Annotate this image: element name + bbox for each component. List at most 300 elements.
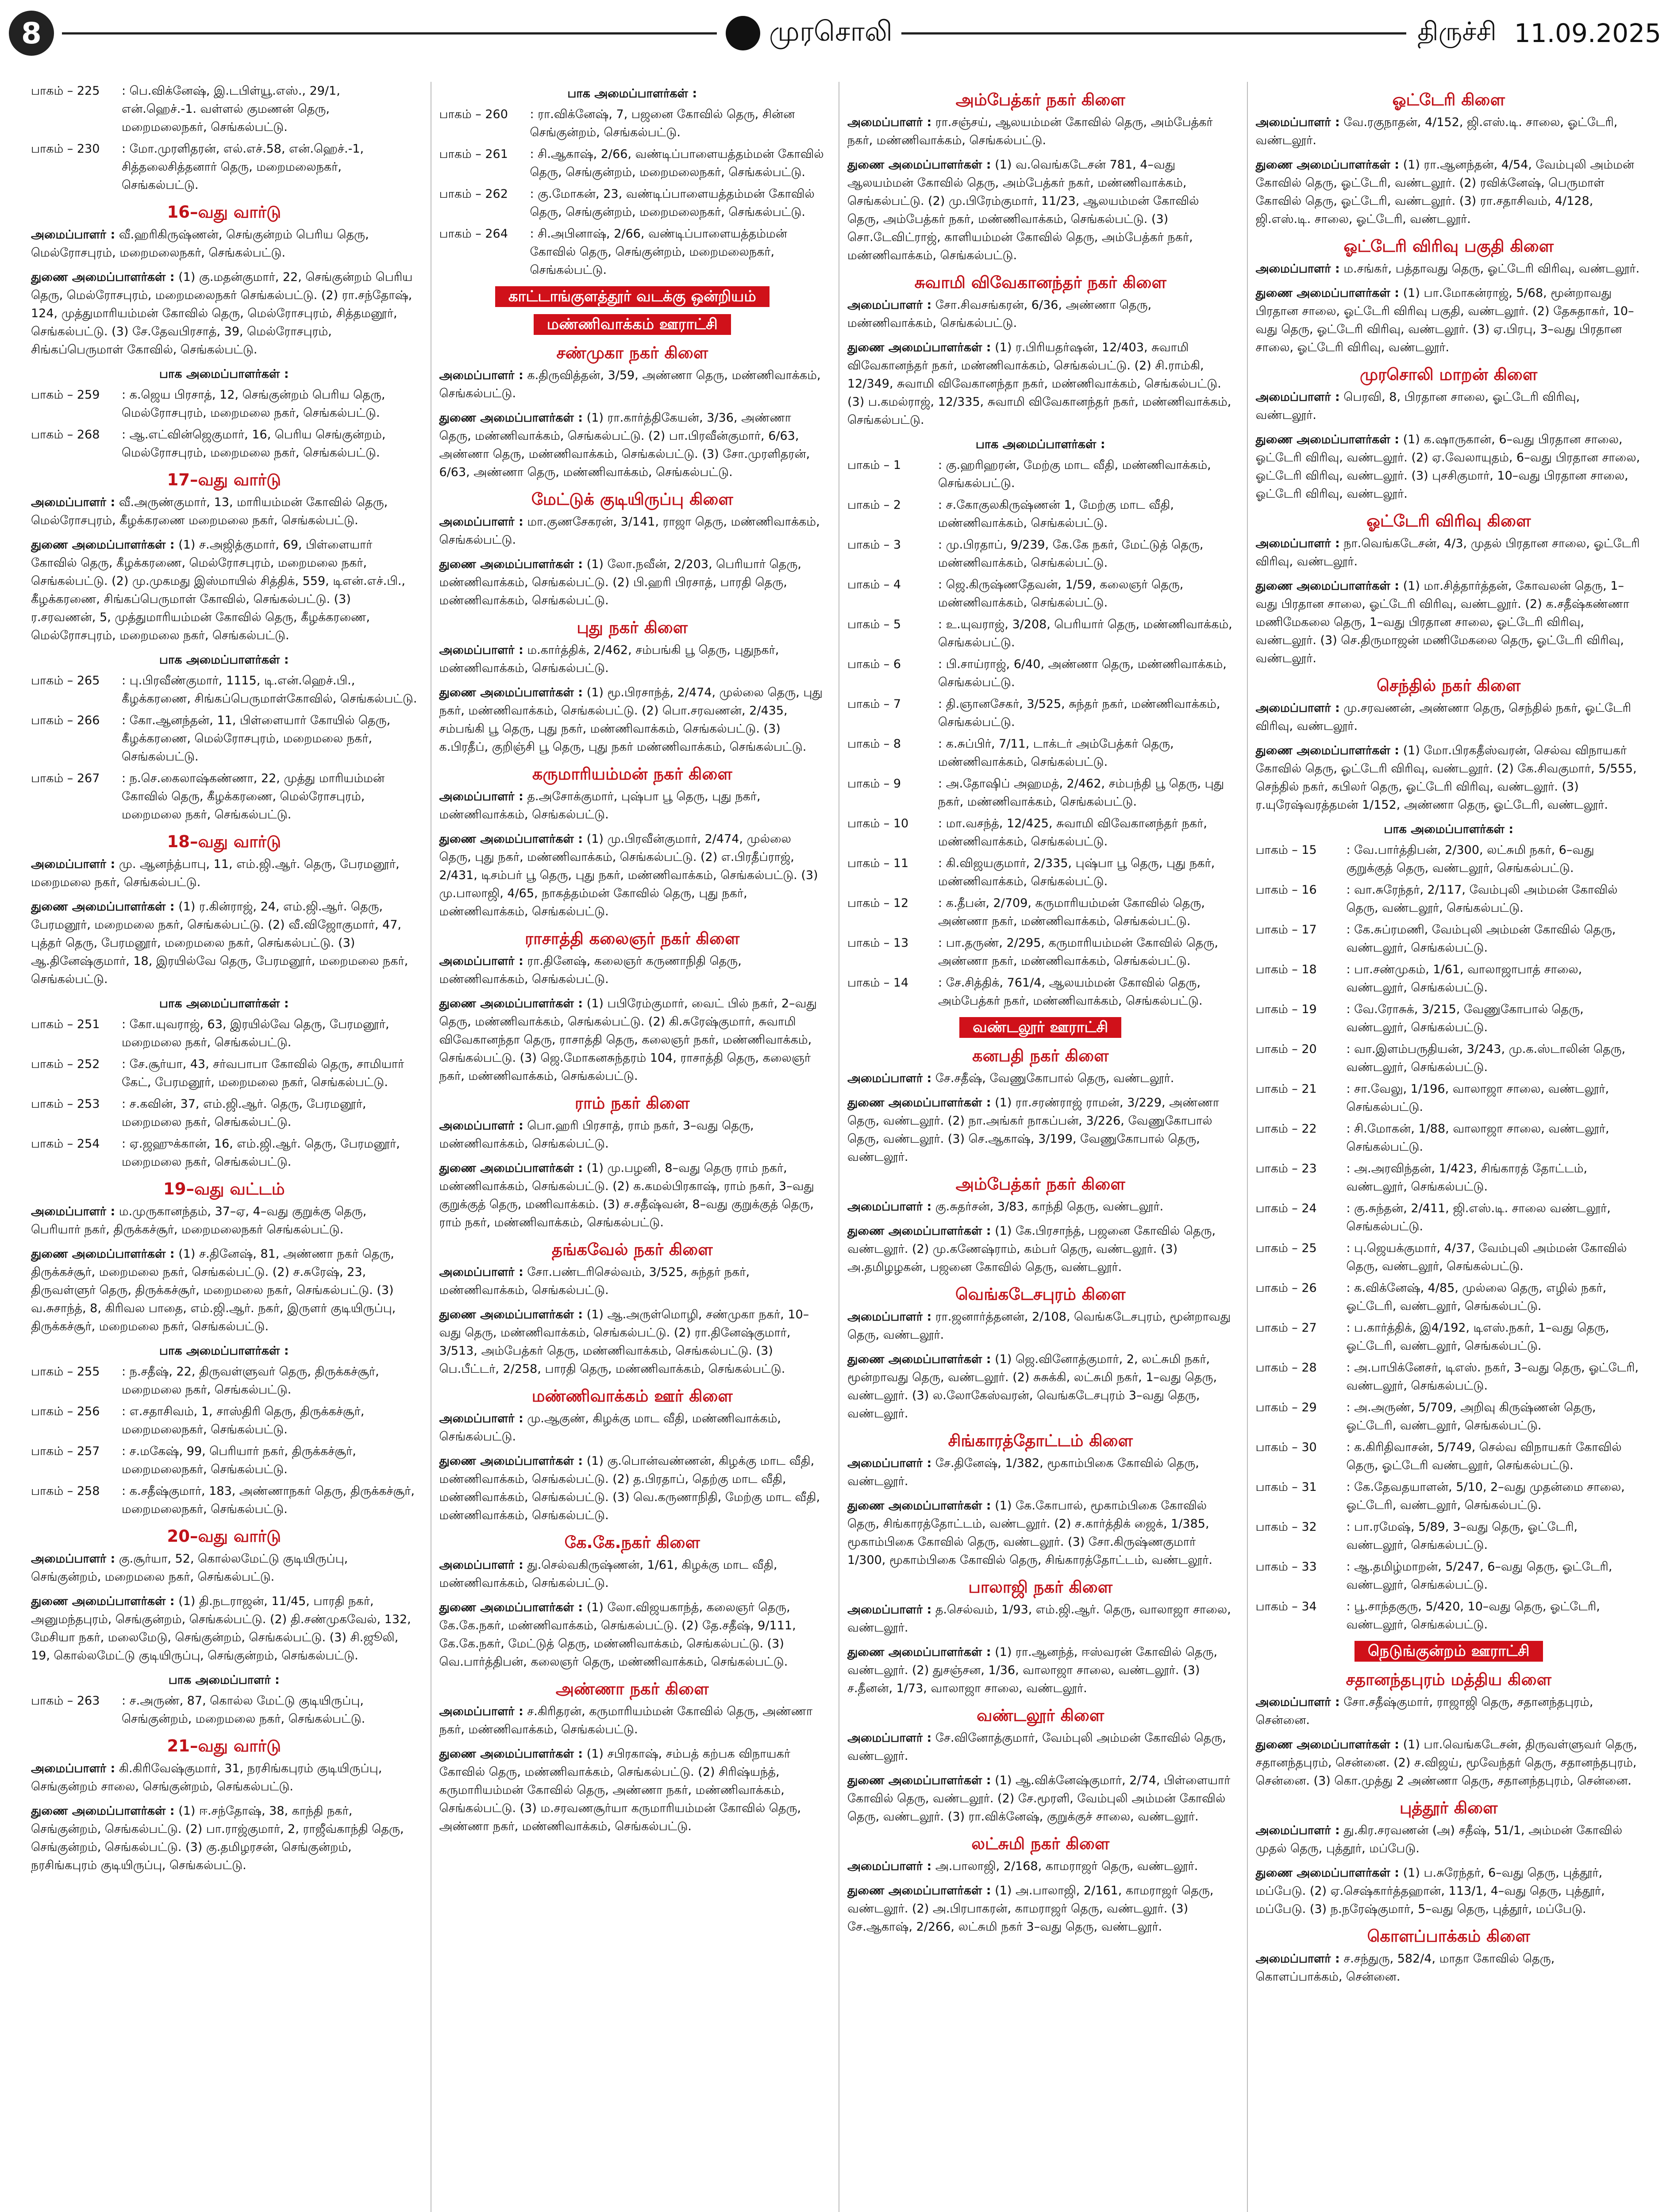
booth-entry [1256, 1438, 1642, 1475]
role-label: துணை அமைப்பாளர்கள் : [847, 1352, 991, 1366]
booth-entry [31, 1402, 417, 1439]
booth-entry [31, 82, 417, 136]
booth-entry [847, 655, 1234, 691]
office-bearer-entry [1256, 699, 1642, 735]
entry-text: (1) ர.கின்ராஜ், 24, எம்.ஜி.ஆர். தெரு, பேரமனூர், மறைமலை நகர், செங்கல்பட்டு. (2) வீ.விஜோகுமார், 47, புத்தர் தெரு, பேரமனூர், மறைமலை நகர், செங்கல்பட்டு. (3) ஆ.தினேஷ்குமார், 18, இரயில்வே தெரு, பேரமனூர், மறைமலை நகர், செங்கல்பட்டு. [31, 900, 408, 986]
entry-text: (1) கே.பிரசாந்த், பஜனை கோவில் தெரு, வண்டலூர். (2) மு.கணேஷ்ராம், கம்பர் தெரு, வண்டலூர். (3) அ.தமிழழகன், பஜனை கோவில் தெரு, வண்டலூர். [847, 1224, 1216, 1274]
booth-number: பாகம் – 3 [847, 538, 901, 552]
office-bearer-entry [1256, 388, 1642, 424]
role-label: அமைப்பாளர் : [1255, 701, 1340, 715]
office-bearer-entry [1256, 1693, 1642, 1729]
booth-details: : ஆ.எட்வின்ஜெகுமார், 16, பெரிய செங்குன்றம், மெல்ரோசபுரம், மறைமலை நகர், செங்கல்பட்டு. [122, 428, 386, 460]
entry-text: (1) கு.மதன்குமார், 22, செங்குன்றம் பெரிய தெரு, மெல்ரோசபுரம், மறைமலைநகர் செங்கல்பட்டு. (2) ரா.சந்தோஷ், 124, முத்துமாரியம்மன் கோவில் தெரு, மெல்ரோசபுரம், சித்தமனூர், செங்கல்பட்டு. (3) சே.தேவபிரசாத், 39, மெல்ரோசபுரம், சிங்கப்பெருமாள் கோவில், செங்கல்பட்டு. [31, 270, 413, 357]
role-label: அமைப்பாளர் : [847, 1603, 932, 1617]
booth-details: : ச.அருண், 87, கொல்ல மேட்டு குடியிருப்பு, செங்குன்றம், மறைமலை நகர், செங்கல்பட்டு. [122, 1694, 366, 1726]
booth-number: பாகம் – 26 [1255, 1281, 1317, 1295]
article-columns [31, 82, 1642, 2212]
booth-entry [847, 894, 1234, 930]
booth-details: : மு.பிரதாப், 9/239, கே.கே நகர், மேட்டுத் தெரு, மண்ணிவாக்கம், செங்கல்பட்டு. [938, 538, 1204, 570]
entry-text: கு.சூர்யா, 52, கொல்லமேட்டு குடியிருப்பு, செங்குன்றம், மறைமலை நகர், செங்கல்பட்டு. [31, 1552, 348, 1584]
booth-number: பாகம் – 30 [1255, 1440, 1317, 1454]
banner-label: நெடுங்குன்றம் ஊராட்சி [1354, 1641, 1543, 1662]
role-label: அமைப்பாளர் : [31, 1205, 115, 1218]
office-bearer-entry [1256, 113, 1642, 150]
entry-text: (1) மோ.பிரகதீஸ்வரன், செல்வ விநாயகர் கோவில் தெரு, ஓட்டேரி விரிவு, வண்டலூர். (2) கே.சிவகுமார், 5/555, செந்தில் நகர், கபிலர் தெரு, ஓட்டேரி விரிவு, வண்டலூர். (3) ர.யுரேஷ்வரத்தமன் 1/152, அண்ணா தெரு, ஓட்டேரி, வண்டலூர். [1255, 744, 1637, 812]
booth-entry [1256, 1040, 1642, 1076]
booth-details: : க.விக்னேஷ், 4/85, முல்லை தெரு, எழில் நகர், ஓட்டேரி, வண்டலூர், செங்கல்பட்டு. [1346, 1281, 1607, 1313]
booth-entry [847, 456, 1234, 492]
role-label: துணை அமைப்பாளர்கள் : [439, 686, 583, 699]
office-bearer-entry [1256, 156, 1642, 228]
booth-details: : கு.சுந்தன், 2/411, ஜி.எஸ்.டி. சாலை வண்டலூர், செங்கல்பட்டு. [1346, 1202, 1611, 1233]
booth-entry [31, 386, 417, 422]
role-label: அமைப்பாளர் : [1255, 1695, 1340, 1709]
booth-details: : வா.சுரேந்தர், 2/117, வேம்புலி அம்மன் கோவில் தெரு, வண்டலூர், செங்கல்பட்டு. [1346, 883, 1618, 915]
role-label: துணை அமைப்பாளர்கள் : [31, 538, 175, 552]
booth-entry [1256, 1160, 1642, 1196]
section-banner [439, 314, 826, 335]
entry-text: பொ.ஹரி பிரசாத், ராம் நகர், 3–வது தெரு, மண்ணிவாக்கம், செங்கல்பட்டு. [439, 1119, 754, 1151]
branch-heading: அம்பேத்கர் நகர் கிளை [955, 90, 1125, 109]
booth-details: : கே.சுப்ரமணி, வேம்புலி அம்மன் கோவில் தெரு, வண்டலூர், செங்கல்பட்டு. [1346, 923, 1616, 955]
booth-details: : ந.செ.கைலாஷ்கண்ணா, 22, முத்து மாரியம்மன் கோவில் தெரு, கீழக்கரணை, மெல்ரோசபுரம், மறைமலை நகர், செங்கல்பட்டு. [122, 772, 385, 822]
entry-text: (1) லோ.விஜயகாந்த், கலைஞர் தெரு, கே.கே.நகர், மண்ணிவாக்கம், செங்கல்பட்டு. (2) தே.சதீஷ், 9/111, கே.கே.நகர், மேட்டுத் தெரு, மண்ணிவாக்கம், செங்கல்பட்டு. (3) வெ.பார்த்திபன், கலைஞர் தெரு, மண்ணிவாக்கம், செங்கல்பட்டு. [439, 1601, 796, 1669]
subsection-heading: பாக அமைப்பாளர்கள் : [159, 653, 289, 667]
booth-number: பாகம் – 28 [1255, 1361, 1317, 1375]
role-label: அமைப்பாளர் : [847, 1071, 932, 1085]
entry-text: து.செல்வகிருஷ்ணன், 1/61, கிழக்கு மாட வீதி, மண்ணிவாக்கம், செங்கல்பட்டு. [439, 1558, 777, 1590]
booth-details: : ஜெ.கிருஷ்ணதேவன், 1/59, கலைஞர் தெரு, மண்ணிவாக்கம், செங்கல்பட்டு. [938, 578, 1184, 610]
booth-entry [1256, 1000, 1642, 1037]
booth-entry [847, 695, 1234, 731]
office-bearer-entry [439, 641, 826, 677]
entry-text: அ.பாலாஜி, 2/168, காமராஜர் தெரு, வண்டலூர். [935, 1859, 1198, 1873]
booth-entry [31, 672, 417, 708]
booth-details: : ச.மகேஷ், 99, பெரியார் நகர், திருக்கச்சூர், மறைமலைநகர், செங்கல்பட்டு. [122, 1444, 356, 1476]
booth-details: : கி.விஜயகுமார், 2/335, புஷ்பா பூ தெரு, புது நகர், மண்ணிவாக்கம், செங்கல்பட்டு. [938, 856, 1215, 888]
booth-entry [439, 145, 826, 181]
role-label: அமைப்பாளர் : [847, 1200, 932, 1214]
role-label: அமைப்பாளர் : [439, 790, 523, 803]
office-bearer-entry [1256, 741, 1642, 814]
branch-heading: கனபதி நகர் கிளை [972, 1046, 1109, 1065]
branch-heading: ஓட்டேரி கிளை [1392, 90, 1505, 109]
office-bearer-entry [847, 1857, 1234, 1875]
role-label: அமைப்பாளர் : [439, 954, 523, 968]
role-label: துணை அமைப்பாளர்கள் : [847, 1224, 991, 1238]
branch-heading: 17–வது வார்டு [167, 470, 281, 489]
banner-label: வண்டலூர் ஊராட்சி [959, 1017, 1121, 1038]
branch-heading: 19–வது வட்டம் [163, 1179, 285, 1198]
branch-heading: அம்பேத்கர் நகர் கிளை [955, 1175, 1125, 1194]
office-bearer-entry [1256, 430, 1642, 503]
branch-heading: முரசொலி மாறன் கிளை [1360, 365, 1538, 384]
booth-details: : ச.கோகுலகிருஷ்ணன் 1, மேற்கு மாட வீதி, மண்ணிவாக்கம், செங்கல்பட்டு. [938, 498, 1174, 530]
booth-number: பாகம் – 254 [31, 1137, 100, 1151]
subsection-heading: பாக அமைப்பாளர்கள் : [1384, 822, 1514, 836]
role-label: துணை அமைப்பாளர்கள் : [31, 900, 175, 914]
booth-details: : பெ.விக்னேஷ், இ.டபிள்யூ.எஸ்., 29/1, என்.ஹெச்.-1. வள்ளல் குமணன் தெரு, மறைமலைநகர், செங்கல்பட்டு. [122, 84, 340, 134]
role-label: துணை அமைப்பாளர்கள் : [847, 1645, 991, 1659]
office-bearer-entry [439, 1263, 826, 1299]
booth-entry [1256, 1279, 1642, 1315]
branch-heading: கொளப்பாக்கம் கிளை [1367, 1927, 1530, 1946]
entry-text: சோ.சிவசங்கரன், 6/36, அண்ணா தெரு, மண்ணிவாக்கம், செங்கல்பட்டு. [847, 298, 1152, 330]
booth-entry [1256, 1518, 1642, 1554]
booth-entry [1256, 1398, 1642, 1435]
booth-details: : ரா.விக்னேஷ், 7, பஜனை கோவில் தெரு, சின்ன செங்குன்றம், செங்கல்பட்டு. [530, 108, 795, 139]
subsection-heading: பாக அமைப்பாளர்கள் : [159, 367, 289, 381]
booth-number: பாகம் – 15 [1255, 843, 1317, 857]
entry-text: (1) ரா.ஆனந்தன், 4/54, வேம்புலி அம்மன் கோவில் தெரு, ஓட்டேரி, வண்டலூர். (2) ரவிக்னேஷ், பெருமாள் கோவில் தெரு, ஓட்டேரி, வண்டலூர். (3) ரா.சதாசிவம், 4/128, ஜி.எஸ்.டி. சாலை, ஓட்டேரி, வண்டலூர். [1255, 158, 1635, 226]
branch-heading: சண்முகா நகர் கிளை [556, 343, 708, 362]
booth-entry [847, 814, 1234, 851]
booth-number: பாகம் – 17 [1255, 923, 1317, 937]
booth-number: பாகம் – 18 [1255, 963, 1317, 976]
office-bearer-entry [31, 1759, 417, 1796]
booth-details: : வே.ரோசுக், 3/215, வேணுகோபால் தெரு, வண்டலூர், செங்கல்பட்டு. [1346, 1002, 1584, 1034]
booth-entry [1256, 1558, 1642, 1594]
booth-entry [847, 934, 1234, 970]
booth-number: பாகம் – 259 [31, 388, 100, 402]
office-bearer-entry [1256, 284, 1642, 357]
booth-entry [1256, 960, 1642, 997]
entry-text: (1) ச.தினேஷ், 81, அண்ணா நகர் தெரு, திருக்கச்சூர், மறைமலை நகர், செங்கல்பட்டு. (2) ச.சுரேஷ், 23, திருவள்ளுர் தெரு, திருக்கச்சூர், மறைமலை நகர், செங்கல்பட்டு. (3) வ.சுசாந்த், 8, கிரிவல பாதை, எம்.ஜி.ஆர். நகர், இருளர் குடியிருப்பு, திருக்கச்சூர், மறைமலை நகர், செங்கல்பட்டு. [31, 1247, 396, 1333]
booth-details: : அ.தோஷிப் அஹமத், 2/462, சம்பந்தி பூ தெரு, புது நகர், மண்ணிவாக்கம், செங்கல்பட்டு. [938, 777, 1224, 809]
role-label: துணை அமைப்பாளர்கள் : [1255, 1866, 1400, 1880]
office-bearer-entry [1256, 1950, 1642, 1986]
entry-text: (1) மா.சித்தார்த்தன், கோவலன் தெரு, 1–வது பிரதான சாலை, ஓட்டேரி விரிவு, வண்டலூர். (2) க.சதீஷ்கண்ணா மணிமேகலை தெரு, 1–வது பிரதான சாலை, ஓட்டேரி விரிவு, வண்டலூர். (3) செ.திருமாஜன் மணிமேகலை தெரு, ஓட்டேரி விரிவு, வண்டலூர். [1255, 579, 1630, 665]
role-label: அமைப்பாளர் : [31, 857, 115, 871]
role-label: துணை அமைப்பாளர்கள் : [1255, 433, 1400, 446]
edition-date: 11.09.2025 [1514, 18, 1661, 48]
office-bearer-entry [439, 409, 826, 481]
booth-number: பாகம் – 262 [439, 187, 508, 201]
booth-number: பாகம் – 21 [1255, 1082, 1317, 1096]
office-bearer-entry [1256, 260, 1642, 278]
entry-text: (1) ரா.கார்த்திகேயன், 3/36, அண்ணா தெரு, மண்ணிவாக்கம், செங்கல்பட்டு. (2) பா.பிரவீன்குமார், 6/63, அண்ணா தெரு, மண்ணிவாக்கம், செங்கல்பட்டு. (3) சோ.முரளிதரன், 6/63, அண்ணா தெரு, மண்ணிவாக்கம், செங்கல்பட்டு. [439, 411, 810, 479]
booth-entry [439, 185, 826, 221]
booth-entry [847, 735, 1234, 771]
office-bearer-entry [31, 493, 417, 530]
branch-heading: சுவாமி விவேகானந்தர் நகர் கிளை [914, 273, 1166, 292]
entry-text: சோ.பண்டரிசெல்வம், 3/525, சுந்தர் நகர், மண்ணிவாக்கம், செங்கல்பட்டு. [439, 1265, 750, 1297]
booth-entry [439, 105, 826, 142]
office-bearer-entry [31, 1550, 417, 1586]
booth-number: பாகம் – 24 [1255, 1202, 1317, 1215]
booth-details: : வே.பார்த்திபன், 2/300, லட்சுமி நகர், 6–வது குறுக்குத் தெரு, வண்டலூர், செங்கல்பட்டு. [1346, 843, 1594, 875]
booth-details: : சா.வேலு, 1/196, வாலாஜா சாலை, வண்டலூர், செங்கல்பட்டு. [1346, 1082, 1609, 1114]
role-label: அமைப்பாளர் : [31, 1552, 115, 1566]
role-label: அமைப்பாளர் : [439, 1265, 523, 1279]
booth-details: : பி.சாய்ராஜ், 6/40, அண்ணா தெரு, மண்ணிவாக்கம், செங்கல்பட்டு. [938, 657, 1227, 689]
booth-entry [847, 576, 1234, 612]
entry-text: க.திருவித்தன், 3/59, அண்ணா தெரு, மண்ணிவாக்கம், செங்கல்பட்டு. [439, 369, 821, 400]
branch-heading: புத்தூர் கிளை [1399, 1798, 1498, 1817]
branch-heading: 18–வது வார்டு [167, 832, 281, 851]
booth-entry [1256, 1359, 1642, 1395]
role-label: அமைப்பாளர் : [847, 1731, 932, 1745]
booth-number: பாகம் – 266 [31, 714, 100, 727]
booth-number: பாகம் – 253 [31, 1097, 100, 1111]
page-header [0, 0, 1670, 66]
office-bearer-entry [31, 1245, 417, 1336]
entry-text: ரா.தினேஷ், கலைஞர் கருணாநிதி தெரு, மண்ணிவாக்கம், செங்கல்பட்டு. [439, 954, 742, 986]
office-bearer-entry [31, 855, 417, 891]
rooster-logo-icon [726, 16, 760, 50]
entry-text: (1) லோ.நவீன், 2/203, பெரியார் தெரு, மண்ணிவாக்கம், செங்கல்பட்டு. (2) பி.ஹரி பிரசாத், பாரதி தெரு, மண்ணிவாக்கம், செங்கல்பட்டு. [439, 557, 801, 607]
entry-text: (1) ஆ.விக்னேஷ்குமார், 2/74, பிள்ளையார் கோவில் தெரு, வண்டலூர். (2) சே.மூரளி, வேம்புலி அம்மன் கோவில் தெரு, வண்டலூர். (3) ரா.விக்னேஷ், குறுக்குச் சாலை, வண்டலூர். [847, 1774, 1231, 1824]
office-bearer-entry [1256, 534, 1642, 571]
booth-entry [847, 536, 1234, 572]
office-bearer-entry [847, 1497, 1234, 1569]
booth-details: : சி.அபினாஷ், 2/66, வண்டிப்பாளையத்தம்மன் கோவில் தெரு, செங்குன்றம், மறைமலைநகர், செங்கல்பட்டு. [530, 227, 787, 277]
booth-details: : சி.ஆகாஷ், 2/66, வண்டிப்பாளையத்தம்மன் கோவில் தெரு, செங்குன்றம், மறைமலைநகர், செங்கல்பட்டு. [530, 147, 824, 179]
booth-details: : உ.யுவராஜ், 3/208, பெரியார் தெரு, மண்ணிவாக்கம், செங்கல்பட்டு. [938, 618, 1232, 649]
booth-details: : பா.தருண், 2/295, கருமாரியம்மன் கோவில் தெரு, அண்ணா நகர், மண்ணிவாக்கம், செங்கல்பட்டு. [938, 936, 1218, 968]
entry-text: (1) பபிரேம்குமார், வைட் பில் நகர், 2–வது தெரு, மண்ணிவாக்கம், செங்கல்பட்டு. (2) கி.சுரேஷ்குமார், சுவாமி விவேகானந்தா தெரு, ராசாத்தி தெரு, கலைஞர் நகர், மண்ணிவாக்கம், செங்கல்பட்டு. (3) ஜெ.மோகனசுந்தரம் 104, ராசாத்தி தெரு, கலைஞர் நகர், மண்ணிவாக்கம், செங்கல்பட்டு. [439, 997, 817, 1083]
column-4 [1247, 82, 1642, 2212]
booth-entry [847, 854, 1234, 891]
section-banner [439, 286, 826, 307]
entry-text: ச.சந்துரு, 582/4, மாதா கோவில் தெரு, கொளப்பாக்கம், சென்னை. [1255, 1952, 1555, 1984]
booth-details: : சே.சூர்யா, 43, சர்வபாபா கோவில் தெரு, சாமியார் கேட், பேரமனூர், மறைமலை நகர், செங்கல்பட்டு. [122, 1057, 404, 1089]
role-label: துணை அமைப்பாளர்கள் : [31, 1804, 175, 1818]
office-bearer-entry [31, 1802, 417, 1874]
office-bearer-entry [847, 296, 1234, 332]
role-label: துணை அமைப்பாளர்கள் : [439, 1308, 583, 1321]
booth-number: பாகம் – 9 [847, 777, 901, 791]
office-bearer-entry [1256, 577, 1642, 668]
booth-details: : கோ.ஆனந்தன், 11, பிள்ளையார் கோயில் தெரு, கீழக்கரணை, மெல்ரோசபுரம், மறைமலை நகர், செங்கல்பட்டு. [122, 714, 391, 764]
role-label: அமைப்பாளர் : [31, 1762, 115, 1775]
branch-heading: ஓட்டேரி விரிவு கிளை [1366, 511, 1531, 530]
booth-entry [1256, 841, 1642, 877]
entry-text: (1) சபிரகாஷ், சம்பத் கற்பக விநாயகர் கோவில் தெரு, மண்ணிவாக்கம், செங்கல்பட்டு. (2) சிரிஷ்யந்த், கருமாரியம்மன் கோவில் தெரு, அண்ணா நகர், மண்ணிவாக்கம், செங்கல்பட்டு. (3) ம.சரவணசூர்யா கருமாரியம்மன் கோவில் தெரு, அண்ணா நகர், மண்ணிவாக்கம், செங்கல்பட்டு. [439, 1747, 801, 1833]
subsection-heading: பாக அமைப்பாளர்கள் : [567, 87, 697, 100]
booth-details: : தி.ஞானசேகர், 3/525, சுந்தர் நகர், மண்ணிவாக்கம், செங்கல்பட்டு. [938, 697, 1220, 729]
office-bearer-entry [31, 536, 417, 645]
office-bearer-entry [439, 366, 826, 403]
booth-entry [1256, 881, 1642, 917]
entry-text: கி.கிரிவேஷ்குமார், 31, நரசிங்கபுரம் குடியிருப்பு, செங்குன்றம் சாலை, செங்குன்றம், செங்கல்பட்டு. [31, 1762, 382, 1793]
booth-number: பாகம் – 264 [439, 227, 508, 241]
booth-entry [1256, 1319, 1642, 1355]
booth-number: பாகம் – 34 [1255, 1600, 1317, 1613]
entry-text: ரா.சஞ்சய், ஆலயம்மன் கோவில் தெரு, அம்பேத்கர் நகர், மண்ணிவாக்கம், செங்கல்பட்டு. [847, 115, 1213, 147]
office-bearer-entry [1256, 1736, 1642, 1790]
booth-entry [439, 225, 826, 279]
entry-text: மு. ஆனந்த்பாபு, 11, எம்.ஜி.ஆர். தெரு, பேரமனூர், மறைமலை நகர், செங்கல்பட்டு. [31, 857, 400, 889]
entry-text: (1) ரா.சரண்ராஜ் ராமன், 3/229, அண்ணா தெரு, வண்டலூர். (2) நா.அங்கர் நாகப்பன், 3/226, வேணுகோபால் தெரு, வண்டலூர். (3) செ.ஆகாஷ், 3/199, வேணுகோபால் தெரு, வண்டலூர். [847, 1096, 1219, 1164]
booth-number: பாகம் – 19 [1255, 1002, 1317, 1016]
role-label: அமைப்பாளர் : [847, 115, 932, 129]
role-label: துணை அமைப்பாளர்கள் : [439, 557, 583, 571]
booth-details: : பூ.சாந்தகுரு, 5/420, 10–வது தெரு, ஓட்டேரி, வண்டலூர், செங்கல்பட்டு. [1346, 1600, 1600, 1632]
section-banner [1256, 1641, 1642, 1662]
column-1 [31, 82, 417, 2212]
branch-heading: ராசாத்தி கலைஞர் நகர் கிளை [525, 929, 740, 948]
booth-number: பாகம் – 263 [31, 1694, 100, 1708]
role-label: துணை அமைப்பாளர்கள் : [1255, 579, 1400, 593]
role-label: அமைப்பாளர் : [847, 1310, 932, 1324]
booth-number: பாகம் – 14 [847, 976, 909, 990]
role-label: அமைப்பாளர் : [439, 369, 523, 382]
booth-number: பாகம் – 23 [1255, 1162, 1317, 1175]
entry-text: (1) ஆ.அருள்மொழி, சண்முகா நகர், 10–வது தெரு, மண்ணிவாக்கம், செங்கல்பட்டு. (2) ரா.தினேஷ்குமார், 3/513, அம்பேத்கர் தெரு, மண்ணிவாக்கம், செங்கல்பட்டு. (3) பெ.பீட்டர், 2/258, பாரதி தெரு, மண்ணிவாக்கம், செங்கல்பட்டு. [439, 1308, 809, 1376]
booth-details: : க.தீபன், 2/709, கருமாரியம்மன் கோவில் தெரு, அண்ணா நகர், மண்ணிவாக்கம், செங்கல்பட்டு. [938, 896, 1205, 928]
booth-details: : ஏ.ஜஹுக்கான், 16, எம்.ஜி.ஆர். தெரு, பேரமனூர், மறைமலை நகர், செங்கல்பட்டு. [122, 1137, 400, 1169]
booth-entry [31, 1442, 417, 1479]
entry-text: பெரவி, 8, பிரதான சாலை, ஓட்டேரி விரிவு, வண்டலூர். [1255, 390, 1580, 422]
office-bearer-entry [439, 555, 826, 610]
office-bearer-entry [847, 1222, 1234, 1276]
entry-text: (1) ர.பிரியதர்ஷன், 12/403, சுவாமி விவேகானந்தர் நகர், மண்ணிவாக்கம், செங்கல்பட்டு. (2) சி.ராம்கி, 12/349, சுவாமி விவேகானந்தா நகர், மண்ணிவாக்கம், செங்கல்பட்டு. (3) ப.கமல்ராஜ், 12/335, சுவாமி விவேகானந்தர் நகர், மண்ணிவாக்கம், செங்கல்பட்டு. [847, 341, 1231, 427]
role-label: அமைப்பாளர் : [439, 515, 523, 529]
booth-details: : சே.சித்திக், 761/4, ஆலயம்மன் கோவில் தெரு, அம்பேத்கர் நகர், மண்ணிவாக்கம், செங்கல்பட்டு. [938, 976, 1203, 1008]
booth-entry [1256, 1478, 1642, 1514]
role-label: அமைப்பாளர் : [1255, 115, 1340, 129]
office-bearer-entry [847, 1882, 1234, 1936]
edition-info [1406, 13, 1661, 53]
booth-entry [1256, 1080, 1642, 1116]
office-bearer-entry [847, 1601, 1234, 1637]
office-bearer-entry [439, 1452, 826, 1525]
booth-number: பாகம் – 32 [1255, 1520, 1317, 1534]
booth-number: பாகம் – 268 [31, 428, 100, 442]
branch-heading: வண்டலூர் கிளை [977, 1706, 1104, 1725]
role-label: துணை அமைப்பாளர்கள் : [31, 1594, 175, 1608]
paper-name: முரசொலி [769, 15, 893, 47]
booth-entry [31, 140, 417, 194]
entry-text: (1) மு.பழனி, 8–வது தெரு ராம் நகர், மண்ணிவாக்கம், செங்கல்பட்டு. (2) க.கமல்பிரகாஷ், ராம் நகர், 3–வது குறுக்குத் தெரு, மணிவாக்கம். (3) ச.சதீஷ்வன், 8–வது குறுக்குத் தெரு, ராம் நகர், மண்ணிவாக்கம், செங்கல்பட்டு. [439, 1161, 814, 1229]
entry-text: மு.ஆகுண், கிழக்கு மாட வீதி, மண்ணிவாக்கம், செங்கல்பட்டு. [439, 1412, 781, 1444]
subsection-heading: பாக அமைப்பாளர்கள் : [159, 1344, 289, 1358]
office-bearer-entry [847, 1643, 1234, 1697]
branch-heading: மேட்டுக் குடியிருப்பு கிளை [531, 490, 733, 509]
booth-details: : அ.அருண், 5/709, அறிவு கிருஷ்ணன் தெரு, ஓட்டேரி, வண்டலூர், செங்கல்பட்டு. [1346, 1401, 1596, 1432]
role-label: துணை அமைப்பாளர்கள் : [1255, 1738, 1400, 1751]
booth-number: பாகம் – 260 [439, 108, 508, 121]
entry-text: (1) பா.மோகன்ராஜ், 5/68, மூன்றாவது பிரதான சாலை, ஓட்டேரி விரிவு பகுதி, வண்டலூர். (2) தேசுதாகர், 10–வது தெரு, ஓட்டேரி விரிவு, வண்டலூர். (3) ஏ.பிரபு, 3–வது பிரதான சாலை, ஓட்டேரி விரிவு, வண்டலூர். [1255, 286, 1634, 354]
role-label: அமைப்பாளர் : [847, 1456, 932, 1470]
booth-details: : மோ.முரளிதரன், எல்.எச்.58, என்.ஹெச்.-1, சித்தலைசித்தனார் தெரு, மறைமலைநகர், செங்கல்பட்டு. [122, 142, 364, 192]
office-bearer-entry [847, 1454, 1234, 1490]
role-label: துணை அமைப்பாளர்கள் : [1255, 744, 1400, 757]
booth-number: பாகம் – 257 [31, 1444, 100, 1458]
branch-heading: ஓட்டேரி விரிவு பகுதி கிளை [1343, 237, 1554, 256]
role-label: அமைப்பாளர் : [439, 1558, 523, 1572]
booth-entry [31, 426, 417, 462]
booth-number: பாகம் – 265 [31, 674, 100, 687]
booth-entry [31, 711, 417, 766]
entry-text: ம.சங்கர், பத்தாவது தெரு, ஓட்டேரி விரிவு, வண்டலூர். [1343, 262, 1640, 276]
entry-text: மு.சரவணன், அண்ணா தெரு, செந்தில் நகர், ஓட்டேரி விரிவு, வண்டலூர். [1255, 701, 1632, 733]
role-label: துணை அமைப்பாளர்கள் : [1255, 286, 1400, 300]
booth-entry [31, 1135, 417, 1171]
booth-entry [1256, 1598, 1642, 1634]
role-label: துணை அமைப்பாளர்கள் : [439, 1161, 583, 1175]
office-bearer-entry [1256, 1864, 1642, 1918]
booth-number: பாகம் – 225 [31, 84, 100, 98]
booth-entry [31, 1015, 417, 1052]
booth-entry [1256, 1120, 1642, 1156]
booth-details: : பா.ரமேஷ், 5/89, 3–வது தெரு, ஓட்டேரி, வண்டலூர், செங்கல்பட்டு. [1346, 1520, 1578, 1552]
role-label: அமைப்பாளர் : [1255, 1952, 1340, 1966]
booth-number: பாகம் – 25 [1255, 1241, 1317, 1255]
booth-entry [31, 1363, 417, 1399]
booth-number: பாகம் – 256 [31, 1405, 100, 1418]
office-bearer-entry [847, 1350, 1234, 1423]
office-bearer-entry [31, 898, 417, 988]
role-label: துணை அமைப்பாளர்கள் : [847, 1884, 991, 1897]
office-bearer-entry [439, 787, 826, 824]
role-label: துணை அமைப்பாளர்கள் : [847, 1774, 991, 1787]
booth-entry [31, 1055, 417, 1091]
banner-label: மண்ணிவாக்கம் ஊராட்சி [534, 314, 731, 335]
booth-number: பாகம் – 31 [1255, 1480, 1317, 1494]
booth-details: : சி.மோகன், 1/88, வாலாஜா சாலை, வண்டலூர், செங்கல்பட்டு. [1346, 1122, 1609, 1154]
role-label: துணை அமைப்பாளர்கள் : [439, 1601, 583, 1614]
entry-text: (1) பா.வெங்கடேசன், திருவள்ளுவர் தெரு, சதானந்தபுரம், சென்னை. (2) ச.விஜய், மூவேந்தர் தெரு, சதானந்தபுரம், சென்னை. (3) கொ.முத்து 2 அண்ணா தெரு, சதானந்தபுரம், சென்னை. [1255, 1738, 1637, 1788]
office-bearer-entry [847, 1771, 1234, 1826]
branch-heading: லட்சுமி நகர் கிளை [971, 1834, 1110, 1853]
booth-number: பாகம் – 29 [1255, 1401, 1317, 1414]
entry-text: (1) கே.கோபால், மூகாம்பிகை கோவில் தெரு, சிங்காரத்தோட்டம், வண்டலூர். (2) ச.கார்த்திக் ஜைக், 1/385, மூகாம்பிகை கோவில் தெரு, வண்டலூர். (3) சோ.கிருஷ்ணகுமார் 1/300, மூகாம்பிகை கோவில் தெரு, சிங்காரத்தோட்டம், வண்டலூர். [847, 1499, 1212, 1567]
branch-heading: மண்ணிவாக்கம் ஊர் கிளை [531, 1386, 733, 1406]
entry-text: வீ.ஹரிகிருஷ்ணன், செங்குன்றம் பெரிய தெரு, மெல்ரோசபுரம், மறைமலைநகர், செங்கல்பட்டு. [31, 228, 369, 260]
booth-details: : ச.கவின், 37, எம்.ஜி.ஆர். தெரு, பேரமனூர், மறைமலை நகர், செங்கல்பட்டு. [122, 1097, 366, 1129]
entry-text: வீ.அருண்குமார், 13, மாரியம்மன் கோவில் தெரு, மெல்ரோசபுரம், கீழக்கரணை மறைமலை நகர், செங்கல்பட்டு. [31, 495, 388, 527]
booth-number: பாகம் – 20 [1255, 1042, 1317, 1056]
booth-number: பாகம் – 258 [31, 1484, 100, 1498]
booth-details: : க.சதீஷ்குமார், 183, அண்ணாநகர் தெரு, திருக்கச்சூர், மறைமலைநகர், செங்கல்பட்டு. [122, 1484, 415, 1516]
booth-entry [31, 1095, 417, 1131]
booth-details: : பா.சண்முகம், 1/61, வாலாஜாபாத் சாலை, வண்டலூர், செங்கல்பட்டு. [1346, 963, 1582, 995]
booth-details: : ப.கார்த்திக், இ4/192, டிஎஸ்.நகர், 1–வது தெரு, ஓட்டேரி, வண்டலூர், செங்கல்பட்டு. [1346, 1321, 1609, 1353]
booth-number: பாகம் – 1 [847, 458, 901, 472]
role-label: துணை அமைப்பாளர்கள் : [847, 1499, 991, 1513]
column-2 [431, 82, 826, 2212]
office-bearer-entry [31, 1202, 417, 1239]
branch-heading: கருமாரியம்மன் நகர் கிளை [532, 764, 732, 783]
booth-number: பாகம் – 261 [439, 147, 508, 161]
role-label: துணை அமைப்பாளர்கள் : [847, 1096, 991, 1110]
entry-text: (1) ஈ.சந்தோஷ், 38, காந்தி நகர், செங்குன்றம், செங்கல்பட்டு. (2) பா.ராஜ்குமார், 2, ராஜீவ்காந்தி தெரு, செங்குன்றம், செங்கல்பட்டு. (3) கு.தமிழரசன், செங்குன்றம், நரசிங்கபுரம் குடியிருப்பு, செங்கல்பட்டு. [31, 1804, 404, 1872]
branch-heading: அண்ணா நகர் கிளை [555, 1679, 709, 1698]
booth-details: : வா.இளம்பருதியன், 3/243, மு.க.ஸ்டாலின் தெரு, வண்டலூர், செங்கல்பட்டு. [1346, 1042, 1626, 1074]
role-label: துணை அமைப்பாளர்கள் : [439, 997, 583, 1010]
role-label: அமைப்பாளர் : [439, 643, 523, 657]
booth-number: பாகம் – 2 [847, 498, 901, 512]
booth-entry [31, 1692, 417, 1728]
entry-text: சோ.சதீஷ்குமார், ராஜாஜி தெரு, சதானந்தபுரம், சென்னை. [1255, 1695, 1593, 1727]
booth-number: பாகம் – 4 [847, 578, 901, 591]
office-bearer-entry [847, 156, 1234, 265]
office-bearer-entry [439, 1117, 826, 1153]
booth-entry [847, 974, 1234, 1010]
office-bearer-entry [847, 338, 1234, 429]
role-label: துணை அமைப்பாளர்கள் : [31, 1247, 175, 1261]
entry-text: (1) ரா.ஆனந்த், ஈஸ்வரன் கோவில் தெரு, வண்டலூர். (2) துசஞ்சன, 1/36, வாலாஜா சாலை, வண்டலூர். (3) ச.தீனன், 1/73, வாலாஜா சாலை, வண்டலூர். [847, 1645, 1218, 1695]
entry-text: ம.கார்த்திக், 2/462, சம்பங்கி பூ தெரு, புதுநகர், மண்ணிவாக்கம், செங்கல்பட்டு. [439, 643, 779, 675]
edition-city: திருச்சி [1417, 16, 1497, 46]
booth-number: பாகம் – 33 [1255, 1560, 1317, 1574]
role-label: துணை அமைப்பாளர்கள் : [439, 1454, 583, 1468]
role-label: அமைப்பாளர் : [1255, 390, 1340, 404]
role-label: அமைப்பாளர் : [439, 1119, 523, 1133]
branch-heading: தங்கவேல் நகர் கிளை [551, 1240, 713, 1259]
